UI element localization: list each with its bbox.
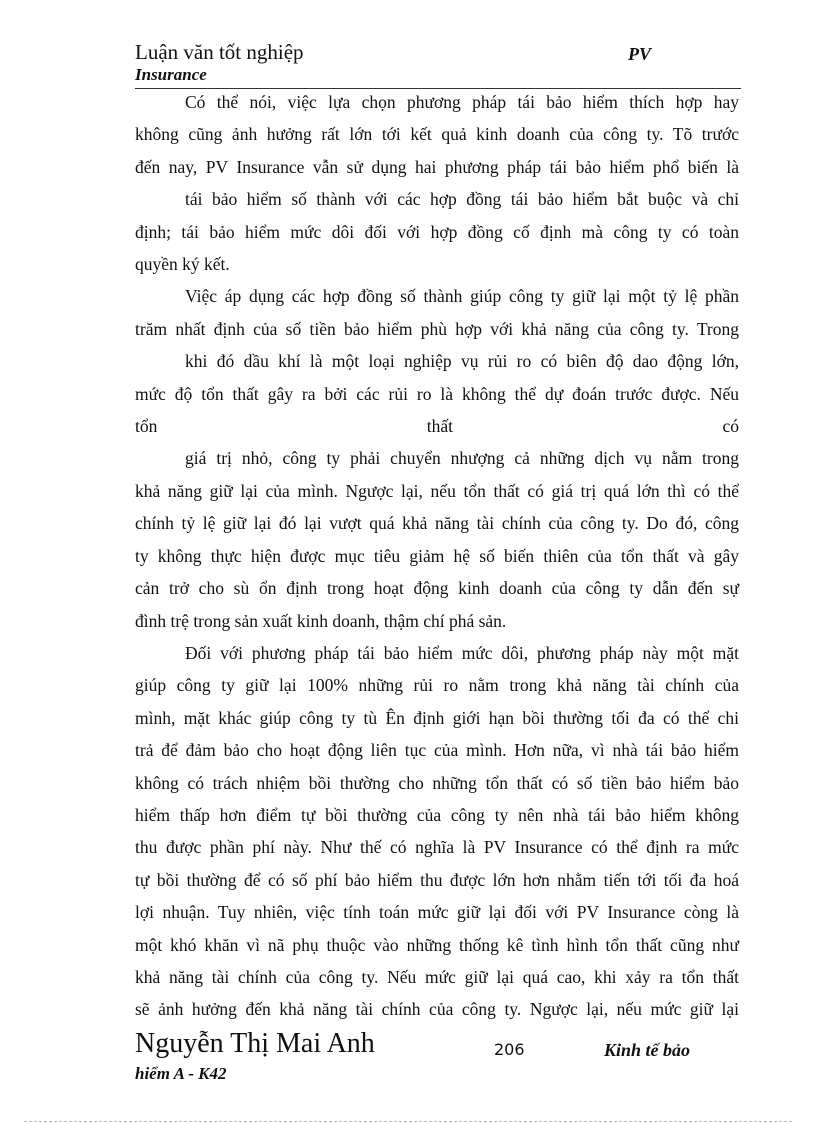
body-line: quyền ký kết. [135,254,230,275]
body-line: đình trệ trong sản xuất kinh doanh, thậm chí phá sản. [135,610,507,631]
footer-department: Kinh tế bảo [604,1040,691,1060]
page-number: 206 [494,1040,525,1059]
body-line: khả năng tài chính của công ty. Nếu mức giữ lại quá cao, khi xảy ra tổn thất [135,966,739,987]
body-line: chính tỷ lệ giữ lại đó lại vượt quá khả năng tài chính của công ty. Do đó, công [135,513,739,534]
header-title: Luận văn tốt nghiệp [135,40,304,64]
body-line: tổn thất có [135,416,739,437]
footer-class: hiểm A - K42 [135,1064,227,1083]
body-line: Việc áp dụng các hợp đồng số thành giúp công ty giữ lại một tỷ lệ phần [185,286,739,307]
body-line: giúp công ty giữ lại 100% những rủi ro nằm trong khả năng tài chính của [135,675,739,696]
body-line: tái bảo hiểm số thành với các hợp đồng tái bảo hiểm bắt buộc và chỉ [185,189,739,210]
body-line: định; tái bảo hiểm mức dôi đối với hợp đồng cố định mà công ty có toàn [135,221,739,242]
body-line: sẽ ảnh hưởng đến khả năng tài chính của công ty. Ngược lại, nếu mức giữ lại [135,999,739,1020]
body-line: Có thể nói, việc lựa chọn phương pháp tái bảo hiểm thích hợp hay [185,92,739,112]
body-line: không cũng ảnh hưởng rất lớn tới kết quả kinh doanh của công ty. Tõ trước [135,124,739,145]
body-line: trăm nhất định của số tiền bảo hiểm phù hợp với khả năng của công ty. Trong [135,318,739,339]
body-line: thu được phần phí này. Như thế có nghĩa là PV Insurance có thể định ra mức [135,837,739,858]
footer-author: Nguyễn Thị Mai Anh [135,1028,375,1059]
body-line: không có trách nhiệm bồi thường cho những tổn thất có số tiền bảo hiểm bảo [135,772,739,793]
page-bottom-divider [24,1121,792,1122]
body-line: mình, mặt khác giúp công ty tù Ên định giới hạn bồi thường tối đa có thể chi [135,707,739,728]
body-text [135,86,739,1026]
body-line: Đối với phương pháp tái bảo hiểm mức dôi, phương pháp này một mặt [185,642,739,663]
body-line: hiểm thấp hơn điểm tự bồi thường của công ty nên nhà tái bảo hiểm không [135,804,739,825]
body-line: giá trị nhỏ, công ty phải chuyển nhượng cả những dịch vụ nằm trong [185,448,739,469]
body-line: ty không thực hiện được mục tiêu giảm hệ số biến thiên của tổn thất và gây [135,545,739,566]
body-line: trả để đảm bảo cho hoạt động liên tục của mình. Hơn nữa, vì nhà tái bảo hiểm [135,740,739,761]
header-brand-continued: Insurance [135,65,207,84]
body-line: đến nay, PV Insurance vẫn sử dụng hai phương pháp tái bảo hiểm phổ biến là [135,156,739,177]
body-line: tự bồi thường để có số phí bảo hiểm thu được lớn hơn nhằm tiến tới tối đa hoá [135,869,739,890]
body-line: khả năng giữ lại của mình. Ngược lại, nếu tổn thất có giá trị quá lớn thì có thể [135,480,739,501]
body-line: một khó khăn vì nã phụ thuộc vào những thống kê tình hình tổn thất cũng như [135,934,739,955]
body-line: cản trở cho sù ổn định trong hoạt động kinh doanh của công ty dẫn đến sự [135,578,739,599]
body-line: khi đó dầu khí là một loại nghiệp vụ rủi ro có biên độ dao động lớn, [185,351,739,372]
header-brand: PV [628,44,652,64]
body-line: lợi nhuận. Tuy nhiên, việc tính toán mức giữ lại đối với PV Insurance còng là [135,902,739,923]
body-line: mức độ tổn thất gây ra bởi các rủi ro là không thể dự đoán trước được. Nếu [135,383,739,404]
